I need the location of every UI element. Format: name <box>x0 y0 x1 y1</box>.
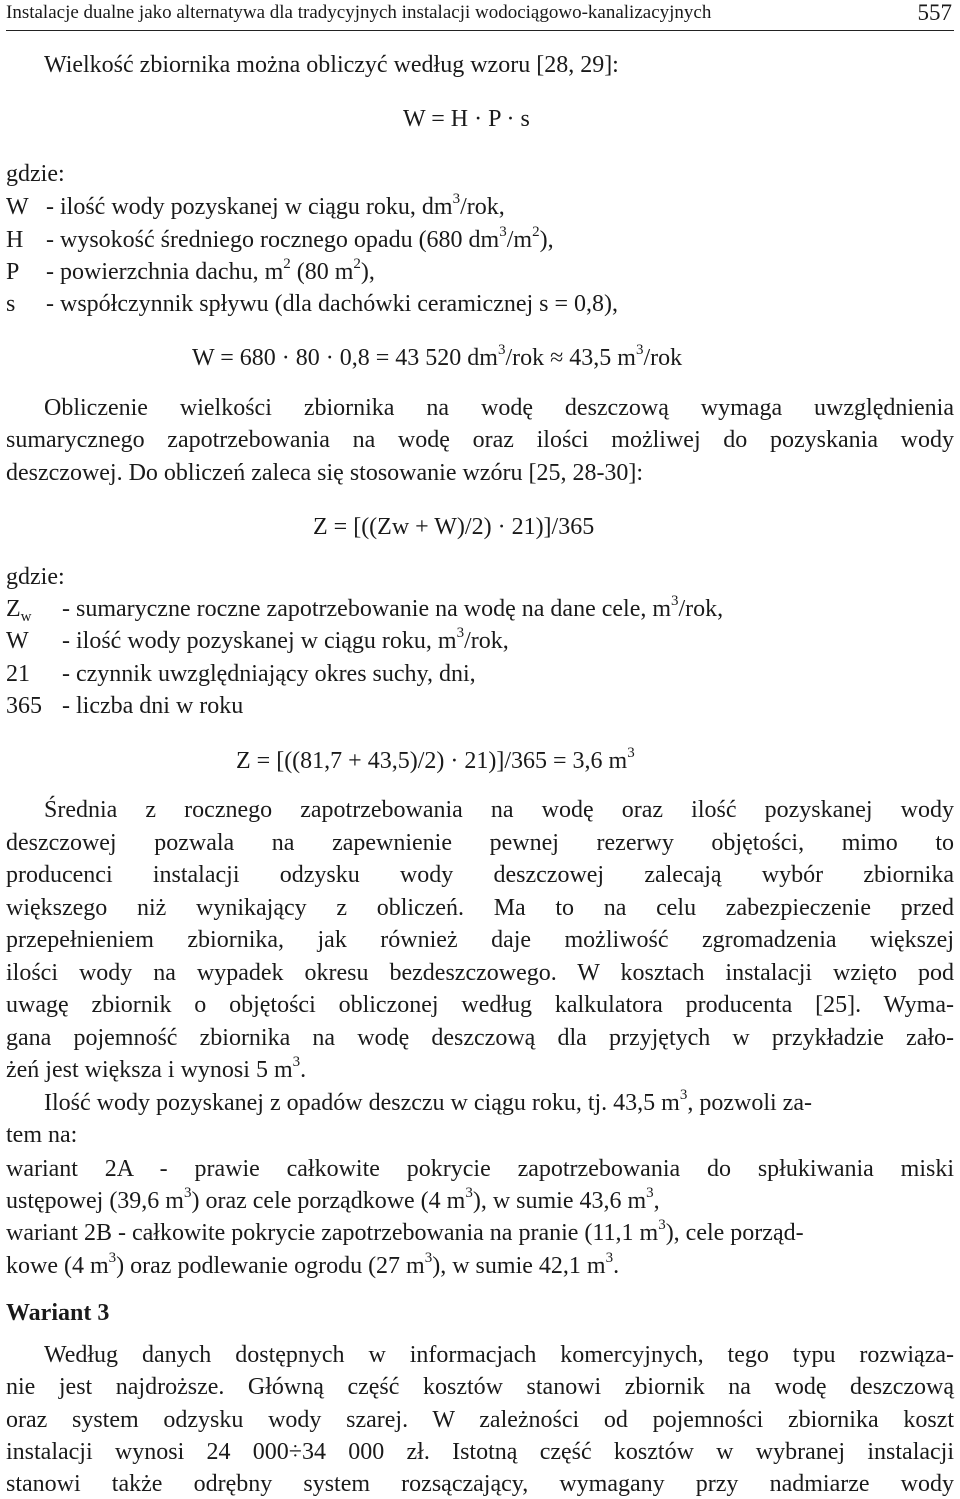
paragraph-4-line: Według danych dostępnych w informacjach komercyjnych, tego typu rozwiąza- <box>44 1342 954 1368</box>
paragraph-4-line: oraz system odzysku wody szarej. W zależności od pojemności zbiornika koszt <box>6 1407 954 1433</box>
intro-line: Wielkość zbiornika można obliczyć według wzoru [28, 29]: <box>44 52 619 78</box>
paragraph-1-line: Obliczenie wielkości zbiornika na wodę deszczową wymaga uwzględnienia <box>44 395 954 421</box>
paragraph-4-line: nie jest najdroższe. Główną część kosztów stanowi zbiornik na wodę deszczową <box>6 1374 954 1400</box>
paragraph-1-line: sumarycznego zapotrzebowania na wodę oraz ilości możliwej do pozyskania wody <box>6 427 954 453</box>
where-label-2: gdzie: <box>6 564 65 590</box>
variant-2a-line: ustępowej (39,6 $m^3$) oraz cele porządkowe (4 $m^3$), w sumie 43,6 $m^3$, <box>6 1185 660 1214</box>
variable-definition-h: H - wysokość średniego rocznego opadu (680 $dm^3/m^2$), <box>6 224 554 253</box>
formula-1: W = H · P · s <box>403 106 530 132</box>
page-number: 557 <box>917 0 952 25</box>
where-label-1: gdzie: <box>6 161 65 187</box>
header-title: Instalacje dualne jako alternatywa dla tradycyjnych instalacji wodociągowo-kanalizacyjnych <box>6 2 712 23</box>
paragraph-3-line: Ilość wody pozyskanej z opadów deszczu w ciągu roku, tj. 43,5 $m^3$, pozwoli za- <box>44 1087 812 1116</box>
paragraph-4-line: instalacji wynosi 24 000÷34 000 zł. Istotną część kosztów w wybranej instalacji <box>6 1439 954 1465</box>
variant-2a-line: wariant 2A - prawie całkowite pokrycie zapotrzebowania do spłukiwania miski <box>6 1156 954 1182</box>
paragraph-1-line: deszczowej. Do obliczeń zaleca się stosowanie wzóru [25, 28-30]: <box>6 460 644 486</box>
calculation-1: W = 680 · 80 · 0,8 = 43 520 $dm^3$/rok ≈ 43,5 $m^3$/rok <box>192 342 683 371</box>
variant-2b-line: wariant 2B - całkowite pokrycie zapotrzebowania na pranie (11,1 $m^3$), cele porząd- <box>6 1217 804 1246</box>
calculation-2: Z = [((81,7 + 43,5)/2) · 21)]/365 = 3,6 $m^3$ <box>236 745 635 774</box>
paragraph-2-line: ilości wody na wypadek okresu bezdeszczowego. W kosztach instalacji wzięto pod <box>6 960 954 986</box>
running-header <box>6 0 954 31</box>
variable-definition-365: 365 - liczba dni w roku <box>6 693 244 719</box>
formula-2: Z = [((Zw + W)/2) · 21)]/365 <box>313 514 595 540</box>
paragraph-3-line: tem na: <box>6 1122 78 1148</box>
paragraph-4-line: stanowi także odrębny system rozsączający, wymagany przy nadmiarze wody <box>6 1471 954 1497</box>
paragraph-2-last-line: żeń jest większa i wynosi 5 $m^3$. <box>6 1054 307 1083</box>
paragraph-2-line: deszczowej pozwala na zapewnienie pewnej rezerwy objętości, mimo to <box>6 830 954 856</box>
variant-2b-line: kowe (4 $m^3$) oraz podlewanie ogrodu (27 $m^3$), w sumie 42,1 $m^3$. <box>6 1250 620 1279</box>
variable-definition-w2: W - ilość wody pozyskanej w ciągu roku, $m^3$/rok, <box>6 625 509 654</box>
paragraph-2-line: gana pojemność zbiornika na wodę deszczową dla przyjętych w przykładzie zało- <box>6 1025 954 1051</box>
variable-definition-21: 21 - czynnik uwzględniający okres suchy, dni, <box>6 661 476 687</box>
paragraph-2-line: większego niż wynikający z obliczeń. Ma to na celu zabezpieczenie przed <box>6 895 954 921</box>
paragraph-2-line: Średnia z rocznego zapotrzebowania na wodę oraz ilość pozyskanej wody <box>44 797 954 823</box>
paragraph-2-line: przepełnieniem zbiornika, jak również daje możliwość zgromadzenia większej <box>6 927 954 953</box>
paragraph-2-line: producenci instalacji odzysku wody deszczowej zalecają wybór zbiornika <box>6 862 954 888</box>
paragraph-2-line: uwagę zbiornik o objętości obliczonej według kalkulatora producenta [25]. Wyma- <box>6 992 954 1018</box>
variable-definition-w: W - ilość wody pozyskanej w ciągu roku, $dm^3$/rok, <box>6 191 505 220</box>
section-heading: Wariant 3 <box>6 1300 110 1326</box>
variable-definition-p: P - powierzchnia dachu, $m^2$ (80 $m^2$), <box>6 256 375 285</box>
variable-definition-s: s - współczynnik spływu (dla dachówki ceramicznej s = 0,8), <box>6 291 619 317</box>
variable-definition-zw: $Z_w$ - sumaryczne roczne zapotrzebowanie na wodę na dane cele, $m^3$/rok, <box>6 593 724 625</box>
